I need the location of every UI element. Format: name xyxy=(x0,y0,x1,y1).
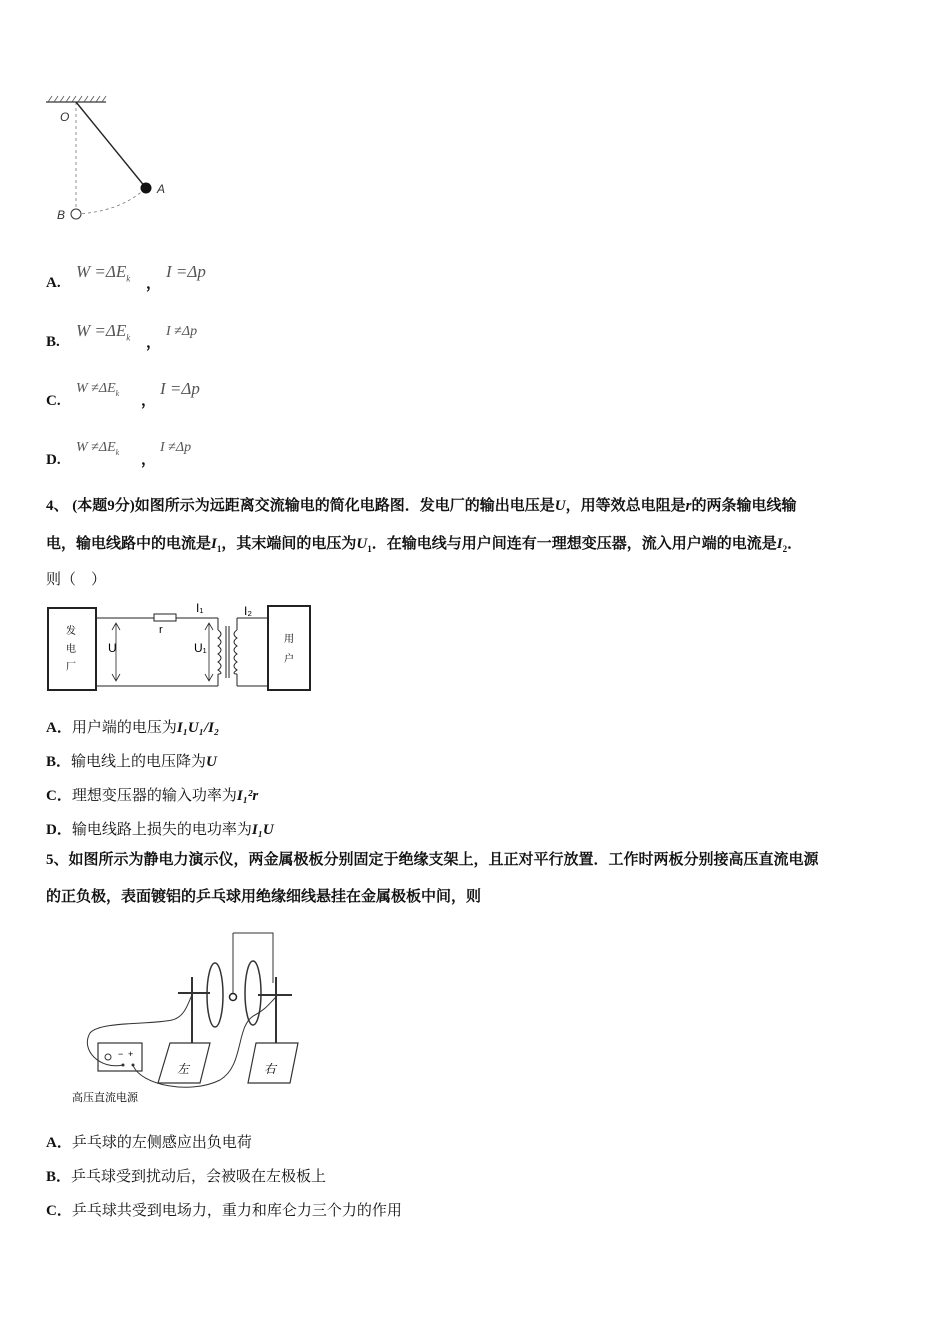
q4-stem-line2: 电，输电线路中的电流是$I_1$，其末端间的电压为$U_1$．在输电线与用户间连有一理想变压器，流入用户端的电流是$I_2$． xyxy=(46,536,803,554)
user-char-2: 户 xyxy=(284,654,294,665)
plant-char-2: 电 xyxy=(66,644,76,655)
label-i1: I₁ xyxy=(196,601,204,615)
q3-option-b[interactable]: B. $W =\Delta E_k$ ， I ≠Δp xyxy=(46,321,198,351)
q5-option-a[interactable]: A．乒乓球的左侧感应出负电荷 xyxy=(46,1135,252,1151)
option-letter: C. xyxy=(46,393,61,409)
q4-option-a[interactable]: A．用户端的电压为I₁U₁/I₂ xyxy=(46,720,220,736)
option-letter: B. xyxy=(46,334,60,350)
right-plate xyxy=(245,961,261,1025)
q5-option-b[interactable]: B．乒乓球受到扰动后，会被吸在左极板上 xyxy=(46,1169,327,1185)
ball-a xyxy=(141,183,152,194)
formula-impulse: I =Δp xyxy=(160,379,200,398)
label-a: A xyxy=(157,182,166,196)
formula-impulse: I ≠Δp xyxy=(160,440,192,455)
label-u: U xyxy=(108,641,117,655)
q4-option-d[interactable]: D．输电线路上损失的电功率为I₁U xyxy=(46,822,274,838)
formula-work: $W =\Delta E_k$ xyxy=(76,262,131,284)
user-char-1: 用 xyxy=(284,634,294,645)
plant-char-1: 发 xyxy=(66,626,76,637)
label-left: 左 xyxy=(177,1062,190,1076)
ball-b xyxy=(71,209,81,219)
q4-option-c[interactable]: C．理想变压器的输入功率为I₁²r xyxy=(46,788,259,804)
left-plate xyxy=(207,963,223,1027)
q4-stem-line3: 则（ ） xyxy=(46,572,107,588)
plant-char-3: 厂 xyxy=(66,662,76,673)
label-u1: U₁ xyxy=(194,641,207,655)
option-letter: A. xyxy=(46,275,61,291)
transmission-circuit xyxy=(46,600,316,695)
q5-stem-line2: 的正负极，表面镀铝的乒乓球用绝缘细线悬挂在金属极板中间，则 xyxy=(46,889,482,905)
q3-option-d[interactable]: D. $W \ne\Delta E_k$ ， I ≠Δp xyxy=(46,440,192,468)
q3-option-c[interactable]: C. $W \ne\Delta E_k$ ， I =Δp xyxy=(46,379,200,409)
q4-option-b[interactable]: B．输电线上的电压降为U xyxy=(46,754,217,770)
electrostatic-apparatus xyxy=(60,925,320,1110)
label-b: B xyxy=(57,208,66,222)
formula-work: $W \ne\Delta E_k$ xyxy=(76,440,120,457)
label-right: 右 xyxy=(264,1062,277,1076)
q3-option-a[interactable]: A. $W =\Delta E_k$ ， I =Δp xyxy=(46,262,206,292)
formula-impulse: I =Δp xyxy=(166,262,206,281)
label-source: 高压直流电源 xyxy=(72,1092,138,1104)
formula-impulse: I ≠Δp xyxy=(166,324,198,339)
label-i2: I₂ xyxy=(244,604,252,618)
svg-text:−: − xyxy=(118,1049,124,1059)
q5-option-c[interactable]: C．乒乓球共受到电场力，重力和库仑力三个力的作用 xyxy=(46,1203,402,1219)
formula-work: $W \ne\Delta E_k$ xyxy=(76,381,120,398)
ping-pong-ball xyxy=(230,994,237,1001)
label-o: O xyxy=(60,110,70,124)
option-letter: D. xyxy=(46,452,61,468)
q5-stem-line1: 5、如图所示为静电力演示仪，两金属极板分别固定于绝缘支架上，且正对平行放置．工作时两板分别接高压直流电源 xyxy=(46,852,819,868)
pendulum-figure xyxy=(40,90,180,230)
svg-text:+: + xyxy=(128,1049,134,1059)
label-r: r xyxy=(159,624,163,636)
q4-stem-line1: 4、 (本题9分)如图所示为远距离交流输电的简化电路图．发电厂的输出电压是U，用等效总电阻是r的两条输电线输 xyxy=(46,498,797,514)
formula-work: $W =\Delta E_k$ xyxy=(76,321,131,343)
